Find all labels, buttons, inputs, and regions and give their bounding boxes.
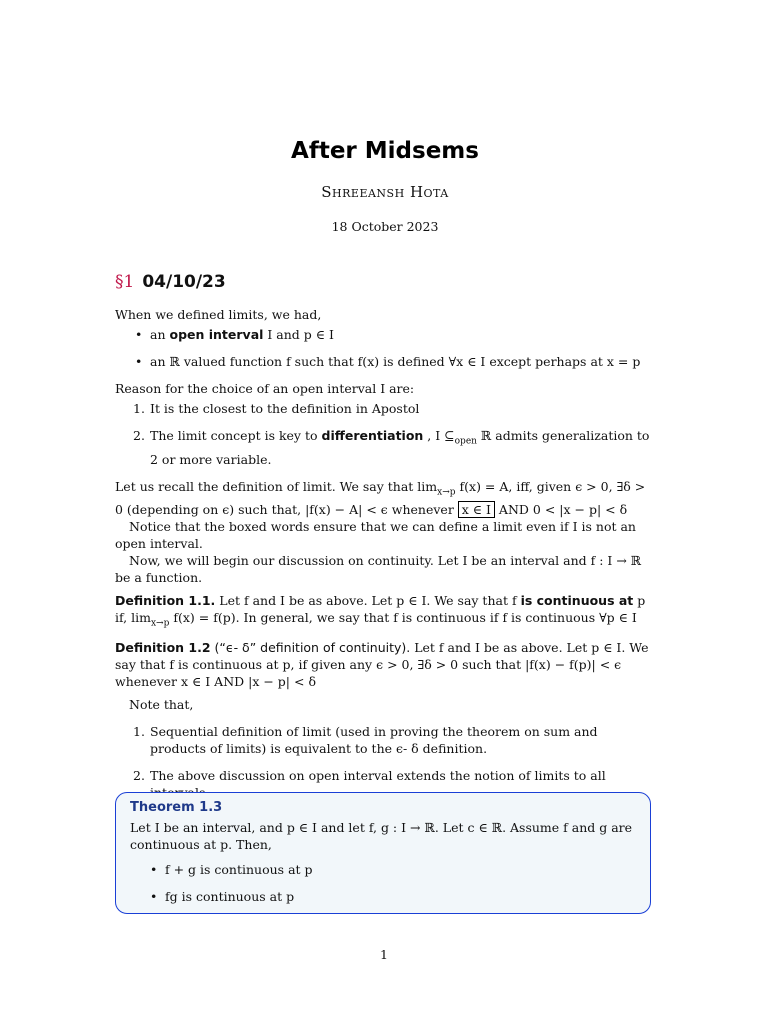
list-item <box>115 326 655 343</box>
text: AND 0 < |x − p| < δ <box>494 502 628 517</box>
subscript: open <box>454 436 477 447</box>
notes-list <box>115 723 655 801</box>
theorem-box <box>115 792 651 914</box>
limit-definition <box>115 478 655 519</box>
text: The above discussion on open interval extends the notion of limits to all <box>150 767 606 783</box>
item-number: 2. <box>133 767 145 783</box>
text: , I ⊆ <box>423 428 455 443</box>
list-item: • f + g is continuous at p <box>130 861 636 878</box>
text: Sequential definition of limit (used in proving the theorem on sum and products of limits) is equivalent to the ϵ- δ definition. <box>150 723 598 756</box>
item-number: 1. <box>133 723 145 739</box>
notice-text: Notice that the boxed words ensure that we can define a limit even if I is not an open interval. <box>115 519 636 551</box>
text: Let f and I be as above. Let p ∈ I. We say that f <box>215 593 521 608</box>
bold-text: differentiation <box>321 428 424 443</box>
list-item: • fg is continuous at p <box>130 888 636 905</box>
theorem-text: Let I be an interval, and p ∈ I and let f, g : I → ℝ. Let c ∈ ℝ. Assume f and g are continuous at p. Then, <box>130 820 633 852</box>
list-item <box>115 353 655 370</box>
reason-text: Reason for the choice of an open interval I are: <box>115 381 415 396</box>
item-number: 2. <box>133 428 145 443</box>
text: f(x) = A, iff, given ϵ > 0, ∃δ > 0 (depending on ϵ) such that, |f(x) − A| < ϵ whenever <box>115 478 646 517</box>
document-title: After Midsems <box>291 138 479 164</box>
theorem-items <box>130 861 636 905</box>
bold-text: open interval <box>169 327 264 342</box>
section-heading <box>115 274 226 291</box>
theorem-title: Theorem 1.3 <box>130 800 223 815</box>
text: an ℝ valued function f such that f(x) is defined ∀x ∈ I except perhaps at x = p <box>150 354 641 369</box>
document-date: 18 October 2023 <box>331 219 439 234</box>
definition-1-2 <box>115 639 655 690</box>
text: f(x) = f(p). In general, we say that f is continuous if f is continuous ∀p ∈ I <box>169 610 637 625</box>
text: It is the closest to the definition in Apostol <box>150 401 420 416</box>
section-number: §1 <box>115 272 135 292</box>
section-body <box>115 306 655 811</box>
text: Let us recall the definition of limit. We say that lim <box>115 478 438 494</box>
list-item <box>115 723 655 757</box>
continuity-intro: Now, we will begin our discussion on continuity. Let I be an interval and f : I → ℝ be a function. <box>115 553 642 585</box>
item-number: 1. <box>133 401 145 416</box>
subscript: x→p <box>150 618 170 629</box>
text: I and p ∈ I <box>263 327 334 342</box>
definition-subheading: (“ϵ- δ” definition of continuity). <box>210 639 411 655</box>
definition-heading: Definition 1.2 <box>115 639 211 655</box>
list-item <box>115 400 655 417</box>
document-author: Shreeansh Hota <box>321 183 449 201</box>
section-title: 04/10/23 <box>142 272 226 292</box>
bold-text: is continuous at <box>520 593 634 608</box>
definition-1-1 <box>115 592 655 633</box>
text: Let f and I be as above. Let p ∈ I. We say that f is continuous at p, if given any ϵ > 0, ∃δ > 0 such that |f(x) − f(p)| < ϵ whenever x ∈ I AND |x − p| < δ <box>115 639 649 689</box>
reasons-list <box>115 400 655 468</box>
text: ℝ admits generalization to 2 or more variable. <box>150 428 650 467</box>
boxed-text: x ∈ I <box>458 501 495 518</box>
intro-text: When we defined limits, we had, <box>115 307 322 322</box>
note-text: Note that, <box>129 696 194 712</box>
subscript: x→p <box>437 487 456 497</box>
text: an <box>150 327 170 342</box>
limit-conditions-list <box>115 326 655 370</box>
definition-heading: Definition 1.1. <box>115 593 216 608</box>
text: The limit concept is key to <box>150 428 322 443</box>
page-number: 1 <box>380 947 388 962</box>
list-item <box>115 427 655 468</box>
text: p if, lim <box>115 593 646 625</box>
